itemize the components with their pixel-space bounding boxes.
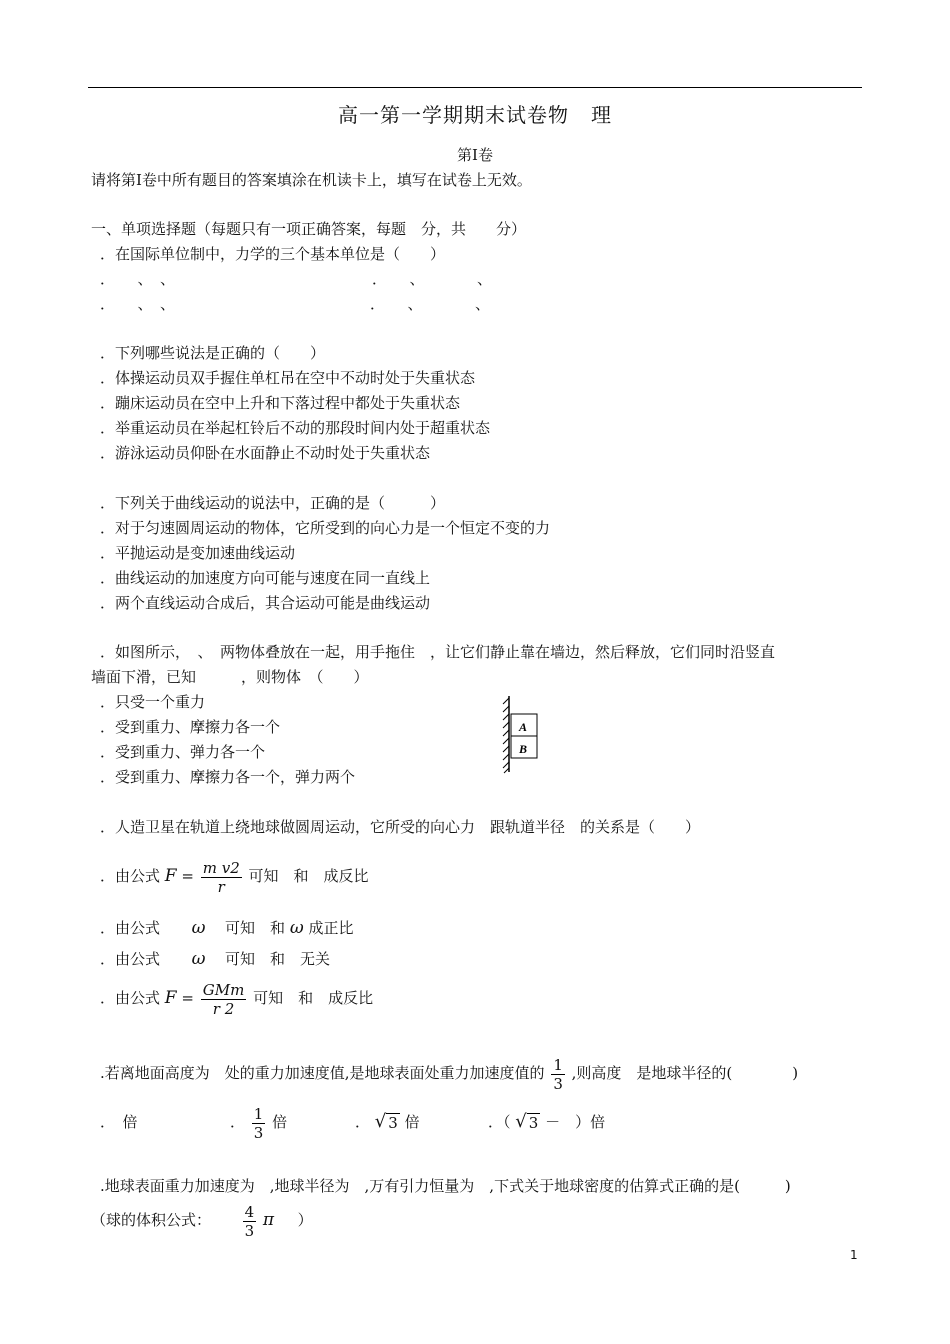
q3-option-b: ．平抛运动是变加速曲线运动 bbox=[100, 544, 296, 562]
q1-option-d: ． 、 、 bbox=[370, 295, 491, 313]
volume-instruction: 请将第Ⅰ卷中所有题目的答案填涂在机读卡上，填写在试卷上无效。 bbox=[91, 171, 532, 189]
volume-label: 第Ⅰ卷 bbox=[457, 146, 493, 164]
q4-option-b: ．受到重力、摩擦力各一个 bbox=[100, 718, 281, 736]
q6-fraction: $\frac{1}{3}$ bbox=[553, 1055, 563, 1093]
q6-option-d: ．（ √ 3 － ）倍 bbox=[488, 1111, 606, 1132]
q4-option-a: ．只受一个重力 bbox=[100, 693, 206, 711]
title-main: 高一第一学期期末试卷物 bbox=[338, 103, 569, 127]
q7-volume-note: （球的体积公式： $\frac{4}{3}$ π ） bbox=[91, 1202, 313, 1240]
title-subject: 理 bbox=[591, 103, 612, 127]
sqrt-symbol: √ 3 bbox=[374, 1111, 398, 1132]
q5-option-d: ．由公式 F = $\frac{\text{GMm}}{r 2}$ 可知 和 成反比 bbox=[100, 980, 374, 1018]
wall-hatching bbox=[503, 698, 509, 773]
wall-blocks-figure bbox=[498, 692, 546, 776]
page-title bbox=[0, 99, 950, 128]
q2-option-b: ．蹦床运动员在空中上升和下落过程中都处于失重状态 bbox=[100, 394, 461, 412]
q6-stem: .若离地面高度为 处的重力加速度值,是地球表面处重力加速度值的 $\frac{1}{3}$ ,则高度 是地球半径的( ) bbox=[100, 1055, 799, 1093]
q3-option-d: ．两个直线运动合成后，其合运动可能是曲线运动 bbox=[100, 594, 431, 612]
q1-option-c: ． 、 、 bbox=[100, 295, 176, 313]
q5-option-c: ．由公式 ω 可知 和 无关 bbox=[100, 949, 331, 969]
q6-option-c: ． √ 3 倍 bbox=[355, 1111, 420, 1132]
q6-option-a: ． 倍 bbox=[100, 1113, 138, 1131]
page-number: 1 bbox=[850, 1248, 858, 1262]
q4-option-d: ．受到重力、摩擦力各一个，弹力两个 bbox=[100, 768, 356, 786]
block-b-label: B bbox=[519, 742, 528, 756]
header-rule bbox=[88, 87, 862, 88]
sqrt-symbol: √ 3 bbox=[515, 1111, 539, 1132]
q3-option-a: ．对于匀速圆周运动的物体，它所受到的向心力是一个恒定不变的力 bbox=[100, 519, 551, 537]
q3-stem: ．下列关于曲线运动的说法中，正确的是（ ） bbox=[100, 494, 446, 512]
q1-option-b: ． 、 、 bbox=[372, 270, 493, 288]
q2-option-d: ．游泳运动员仰卧在水面静止不动时处于失重状态 bbox=[100, 444, 431, 462]
q4-option-c: ．受到重力、弹力各一个 bbox=[100, 743, 266, 761]
q5-a-fraction: $\frac{\text{m v2}}{r}$ bbox=[202, 858, 240, 896]
q2-option-c: ．举重运动员在举起杠铃后不动的那段时间内处于超重状态 bbox=[100, 419, 491, 437]
q6-option-b: ． $\frac{1}{3}$ 倍 bbox=[230, 1104, 288, 1142]
q2-option-a: ．体操运动员双手握住单杠吊在空中不动时处于失重状态 bbox=[100, 369, 476, 387]
q4-stem-line1: ．如图所示， 、 两物体叠放在一起，用手拖住 ，让它们静止靠在墙边，然后释放，它们同时沿竖直 bbox=[100, 643, 776, 661]
q5-stem: ．人造卫星在轨道上绕地球做圆周运动，它所受的向心力 跟轨道半径 的关系是（ ） bbox=[100, 818, 701, 836]
q4-stem-line2: 墙面下滑，已知 ，则物体 （ ） bbox=[91, 668, 369, 686]
q1-option-a: ． 、 、 bbox=[100, 270, 176, 288]
q5-option-a: ．由公式 F = $\frac{\text{m v2}}{r}$ 可知 和 成反比 bbox=[100, 858, 369, 896]
q5-option-b: ．由公式 ω 可知 和 ω 成正比 bbox=[100, 918, 354, 938]
q7-stem: .地球表面重力加速度为 ,地球半径为 ,万有引力恒量为 ,下式关于地球密度的估算式正确的是( ) bbox=[100, 1177, 791, 1195]
q2-stem: ．下列哪些说法是正确的（ ） bbox=[100, 344, 326, 362]
q3-option-c: ．曲线运动的加速度方向可能与速度在同一直线上 bbox=[100, 569, 431, 587]
block-a-label: A bbox=[519, 720, 528, 734]
q5-d-fraction: $\frac{\text{GMm}}{r 2}$ bbox=[202, 980, 245, 1018]
q1-stem: ．在国际单位制中，力学的三个基本单位是（ ） bbox=[100, 245, 446, 263]
section-heading: 一、单项选择题（每题只有一项正确答案，每题 分，共 分） bbox=[91, 220, 527, 238]
